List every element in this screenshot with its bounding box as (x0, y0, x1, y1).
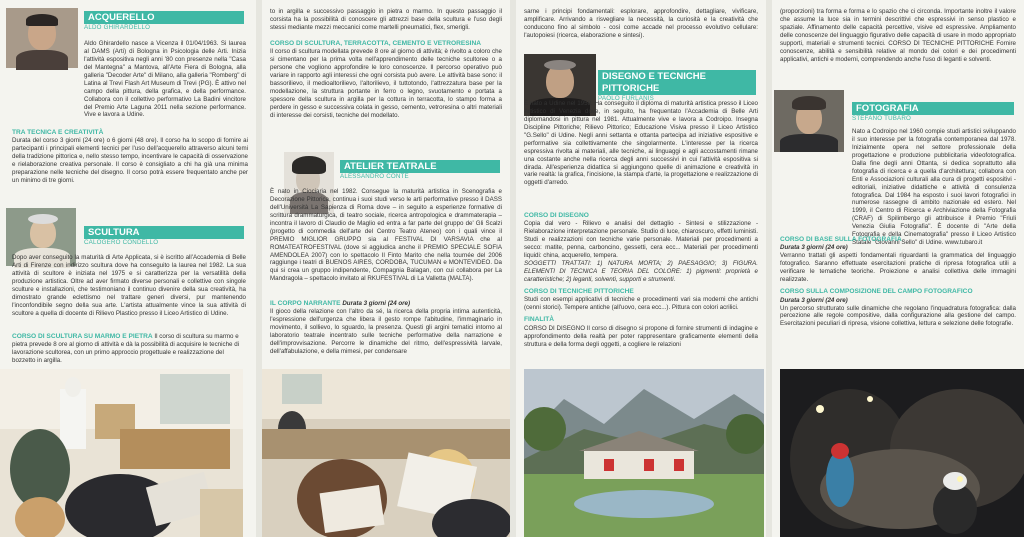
atelier-author: ALESSANDRO CONTE (340, 173, 409, 180)
scultura-bio: Dopo aver conseguito la maturità di Arte Applicata, si è iscritto all'Accademia di Belle Arti di Firenze con indirizzo scultura dove ha conseguito la laurea nel 1982. La sua attività di scultore è iniziata nel 1975 e si caratterizza per la versatilità della produzione artistica. Oltre ad aver firmato diverse personali e collettive con singole sculture e installazioni, che testimoniano il continuo divenire della sua creatività, ha dimostrato grande eclettismo nel trattare generi diversi, pur mantenendo l'inconfondibile segno della sua arte. L'artista attualmente vince la sua attività di scultore a quella di docente di Rilievo Plastico presso il Liceo Artistico di Udine. (12, 254, 246, 317)
composizione-duration: Durata 3 giorni (24 ore) (780, 296, 848, 304)
corpo-narrante-text: Il gioco della relazione con l'altro da sé, la ricerca della propria intima autenticità, l'espressione dell'urgenza che libera il gesto rompe l'abitudine, l'immaginario in movimento, il sollievo, lo sguardo, la presenza. Questi gli argini tematici intorno al laboratorio teatrale incentrato sulle tecniche performative della narrazione e dell'improvvisazione. Percorre le dinamiche del ritmo, dell'espressività larvale, dell'affabulazione, e della mimesi, per condensare (270, 308, 502, 356)
fotografia-heading: FOTOGRAFIA (852, 102, 1014, 115)
acquerello-course-text: Durata del corso 3 giorni (24 ore) o 6 giorni (48 ore). Il corso ha lo scopo di fornire ai partecipanti i principali elementi tecnici per l'uso dell'acquerello attraverso alcuni temi della tradizione pittorica e, nello stesso tempo, incentivare le capacità di osservazione e rielaborazione creativa personale. Il corso è consigliato a chi ha già una minima preparazione nelle tecniche del disegno. Il corso potrà essere frequentato anche per un minimo di tre giorni. (12, 137, 248, 185)
acquerello-author: ALDO GHIRARDELLO (84, 24, 151, 31)
acquerello-course-heading: TRA TECNICA E CREATIVITÀ (12, 129, 104, 136)
corpo-narrante-heading: IL CORPO NARRANTE (270, 300, 341, 307)
fotografia-bio: Nato a Codroipo nel 1960 compie studi artistici sviluppando il suo interesse per la fotografia contemporanea dal 1978. Inizialmente opera nel settore professionale della progettazione e produzione pubblicitaria videofotografica. Dalla fine degli anni Ottanta, si dedica soprattutto alla fotografia di ricerca e a quella d'architettura; collabora con Enti e Associazioni culturali alla cura di progetti espositivi - editoriali, iniziative didattiche e attività di consulenza fotografica. Dal 1984 ha esposto i suoi lavori fotografici in numerose rassegne di ambito nazionale ed estero. Nel 1999, il Centro di Ricerca e Archiviazione della Fotografia (CRAF) di Spilimbergo gli attribuisce il Premio "Friuli Venezia Giulia Fotografia". È docente di "Arte della Fotografia e della Cinematografia" presso il Liceo Artistico Statale "Giovanni Sello" di Udine. www.tubaro.it (852, 128, 1016, 247)
scultura-course-heading: CORSO DI SCULTURA SU MARMO E PIETRA (12, 333, 153, 340)
base-fotografia-text: Verranno trattati gli aspetti fondamentali riguardanti la grammatica del linguaggio fotografico. Saranno effettuate esercitazioni pratiche di ripresa fotografica utili a verificare le tematiche teoriche. Proiezione e analisi collettiva delle immagini realizzate. (780, 252, 1016, 284)
corso-disegno-subjects: SOGGETTI TRATTATI: 1) NATURA MORTA; 2) PAESAGGIO; 3) FIGURA. ELEMENTI DI TECNICA E TEORIA DEL COLORE: 1) pigmenti: proprietà e caratteristiche; 2) leganti, solventi, supporti e strumenti. (524, 260, 758, 283)
disegno-bio: È nato a Udine nel 1958. Ha conseguito il diploma di maturità artistica presso il Liceo Artistico di Venezia dove, in seguito, ha frequentato l'Accademia di Belle Arti diplomandosi in pittura nel 1981. Attualmente vive e lavora a Codroipo. Insegna Discipline Pittoriche; Rilievo Pittorico; Educazione Visiva presso il Liceo Artistico "G.Sello" di Udine. Negli anni settanta e ottanta partecipa ad iniziative espositive e performative sia collettivamente che singolarmente. L'interesse per la ricerca espressiva rivolta ai materiali, alle tecniche, ai linguaggi e agli accostamenti rimane una costante anche nella ricerca degli anni successivi in cui l'attività espositiva si dirada. All'esperienza didattica si aggiungono quelle di animazione e creatività in varie realtà: la grafica, l'incisione, la stampa d'arte, la progettazione e realizzazione di oggetti d'arredo. (524, 100, 758, 187)
portrait-ghirardello (6, 8, 78, 68)
photo-theatre-drawing (262, 369, 510, 537)
corso-disegno-text: Copia dal vero - Rilievo e analisi del dettaglio - Sintesi e stilizzazione - Rielaborazione interpretazione personale. Studio di luce, chiaroscuro, effetti luministi. Studi e realizzazioni con tecniche varie personale. Materiali per procedimenti a secco: matite, penna, carboncino, gessetti, cera ecc... Materiali per procedimenti liquidi: china, acquerello, tempera. (524, 220, 758, 260)
base-fotografia-heading: CORSO DI BASE SULLA FOTOGRAFIA (780, 236, 902, 243)
column-3 (516, 0, 766, 537)
scultura-course-text: Il corso di scultura su marmo e pietra prevede 8 ore al giorno di attività e dà la possibilità di acquisire le tecniche di lavorazione scultorea, con un primo approccio progettuale e realizzazione del bozzetto in argilla. (12, 333, 240, 365)
acquerello-bio: Aldo Ghirardello nasce a Vicenza il 01/04/1963. Si laurea al DAMS (Arti) di Bologna in Psicologia delle Arti. Inizia l'attività espositiva negli anni '80 con presenze nella "Casa del Mantegna" a Mantova, all'Arte Fiera di Bologna, alla galleria "Decoder Arte" di Milano, alla galleria "Romberg" di Latina al Trevi Flash Art Museum di Trevi (PG). È attivo nel campo della pittura, della grafica, e della performance. Collabora con il collettivo performativo La Badini vincitore del Premio Arte Laguna 2011 nella sezione performance. Vive e lavora a Udine. (84, 40, 246, 119)
atelier-bio: È nato in Ciociaria nel 1982. Consegue la maturità artistica in Scenografia e Decorazione Pittorica, continua i suoi studi verso le arti performative presso il DASS dell'Università La Sapienza di Roma dove – in seguito a esperienze formative di scrittura drammaturgica, di teatro sociale, ricerca antropologica e drammaterapia – incontra il lavoro di Claudio de Maglio ed entra a far parte del gruppo de' Gli Scalzi (progetto di commedia dell'arte del Centro Teatro Ateneo) con i quali vince il PREMIO MIGLIOR GRUPPO sia al FESTIVAL DI VARSAVIA che al ROMATEATROFESTIVAL (dove si aggiudica anche il PREMIO SPECIALE SOFIA AMENDOLEA 2007) con lo spettacolo Il Finto Marito che nella tournée del 2006 raggiunge i teatri di BUENOS AIRES, CORDOBA, TUCUMAN e MONTEVIDEO. Da qui si crea un gruppo indipendente, Compagnia Balagan, con cui collabora per La Mandragola – spettacolo invitato al RKUFESTIVAL di La Valletta (MALTA). (270, 188, 502, 283)
acquerello-heading: ACQUERELLO (84, 11, 244, 24)
composizione-heading: CORSO SULLA COMPOSIZIONE DEL CAMPO FOTOGRAFICO (780, 288, 973, 296)
photo-sculpture-workshop (0, 369, 243, 537)
column-2 (262, 0, 510, 537)
composizione-text: Un percorso strutturato sulle dinamiche che regolano l'inquadratura fotografica: dalla percezione alle regole compositive, dalla configurazione alla gestione del campo. Esercitazioni peculiari di ripresa, visione collettiva, lettura e selezione delle fotografie. (780, 304, 1016, 328)
photo-mountain-building (524, 369, 764, 537)
column-4 (772, 0, 1024, 537)
scultura-heading: SCULTURA (84, 226, 244, 239)
portrait-tubaro (774, 90, 844, 152)
photo-cave-exploration (780, 369, 1024, 537)
tecniche-pittoriche-heading: CORSO DI TECNICHE PITTORICHE (524, 287, 634, 295)
disegno-heading: DISEGNO E TECNICHE PITTORICHE (598, 70, 756, 95)
terracotta-course-heading: CORSO DI SCULTURA, TERRACOTTA, CEMENTO E VETRORESINA (270, 40, 482, 47)
finalita-continued: (proporzioni) tra forma e forma e lo spazio che ci circonda. Importante inoltre il valore che assume la luce sia in termini descrittivi che espressivi in senso plastico e spaziale. Affinamento delle capacità percettive, visive ed espressive. Ampliamento delle conoscenze del linguaggio figurativo delle capacità di usare in modo appropriato supporti, materiali e strumenti tecnici. CORSO DI TECNICHE PITTORICHE Fornire conoscenze, abilità e sensibilità relative al mondo dei colori e dei procedimenti applicativi, antichi e moderni, comprendendo anche l'uso di leganti e solventi. (780, 8, 1016, 63)
finalita-heading: FINALITÀ (524, 316, 555, 324)
fotografia-author: STEFANO TUBARO (852, 115, 912, 122)
finalita-text: CORSO DI DISEGNO Il corso di disegno si propone di fornire strumenti di indagine e approfondimento della realtà per poter rappresentare graficamente elementi della struttura e della forma degli oggetti, a cogliere le relazioni (524, 324, 758, 348)
base-fotografia-duration: Durata 3 giorni (24 ore) (780, 244, 848, 252)
corpo-narrante-continued: sarne i principi fondamentali: esplorare, approfondire, dettagliare, vivificare, amplificare. Arrivando a risvegliare la necessità, la curiosità e la creatività che conducono fino al simbolo - così come accade nel processo evolutivo cellulare: l'autopoiesi (ricerca, elaborazione e sintesi). (524, 8, 758, 39)
corso-disegno-heading: CORSO DI DISEGNO (524, 212, 589, 219)
corpo-narrante-duration: Durata 3 giorni (24 ore) (342, 300, 411, 307)
tecniche-pittoriche-text: Studi con esempi applicativi di tecniche e procedimenti vari sia moderni che antichi (cenni storici). Tempere antiche (all'uovo, cera ecc...). Pittura con colori acrilici. (524, 296, 758, 312)
column-1 (0, 0, 256, 537)
scultura-author: CALOGERO CONDELLO (84, 239, 159, 246)
atelier-heading: ATELIER TEATRALE (340, 160, 500, 173)
terracotta-course-text: Il corso di scultura modellata prevede 8 ore al giorno di attività; è rivolto a coloro che si cimentano per la prima volta nell'apprendimento delle tecniche scultoree o a persone che vogliono approfondire le loro conoscenze. Il percorso operativo può variare in rapporto agli interessi che ogni corsista può avere. Le attività base sono: il bassorilievo, il medioaltorilievo, l'altorilievo, il tuttotondo, l'attrezzatura base per la modellazione, la struttura portante in ferro o legno, svuotamento e portata a spessore della scultura in argilla per la cottura in terracotta, lo stampo forma a perdere in gesso e successiva colata in gesso, cemento, vetroresina o altri materiali di interesse dei corsisti, tecniche del modellato. (270, 48, 502, 119)
disegno-author: PAOLO FURLANIS (598, 95, 654, 102)
scultura-continued-text: to in argilla e successivo passaggio in pietra o marmo. In questo passaggio il corsista ha la possibilità di conoscere gli attrezzi base della scultura e l'uso degli stessi mediante mezzi meccanici come martelli pneumatici, flex, smerigli. (270, 8, 502, 31)
